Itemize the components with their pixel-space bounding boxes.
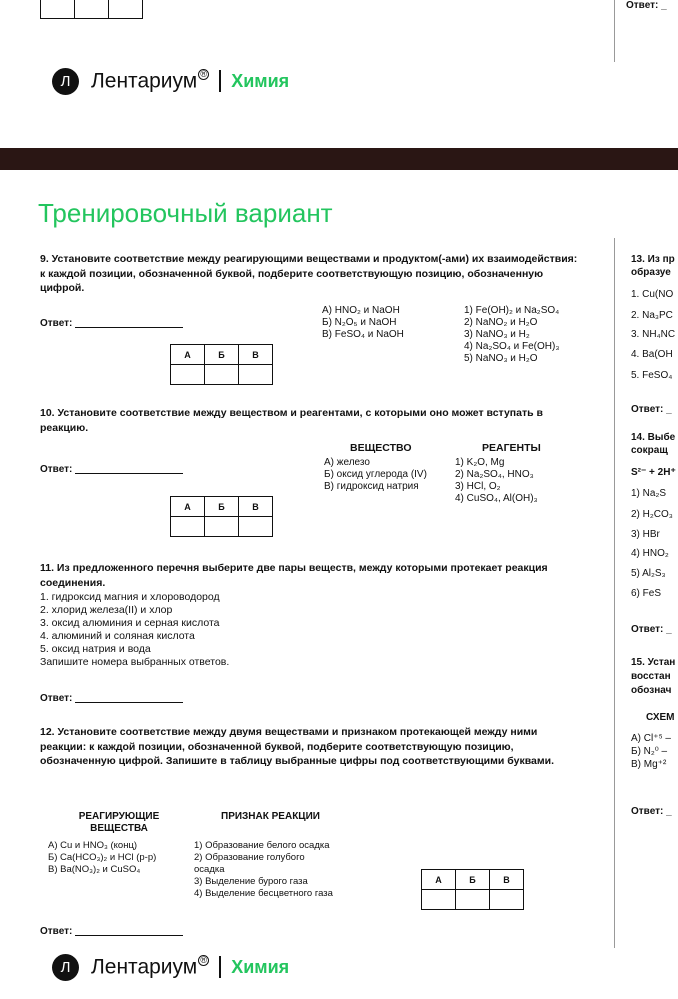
prev-answer-grid xyxy=(40,0,143,19)
page-break-band xyxy=(0,148,678,170)
question-15-column-head: СХЕМ xyxy=(646,712,675,723)
grid-cell-a[interactable] xyxy=(422,890,456,910)
answer-10: Ответ: xyxy=(40,464,183,475)
grid-header-c: В xyxy=(239,345,273,365)
answer-10-line[interactable] xyxy=(75,473,183,474)
grid-cell-a[interactable] xyxy=(171,365,205,385)
list-item: 5) NaNO₃ и H₂O xyxy=(464,353,538,364)
question-12-col-left: РЕАГИРУЮЩИЕ ВЕЩЕСТВА xyxy=(78,811,160,834)
page-title: Тренировочный вариант xyxy=(38,198,333,228)
grid-cell-b[interactable] xyxy=(205,517,239,537)
question-14-equation: S²⁻ + 2H⁺ xyxy=(631,467,676,478)
prev-column-divider xyxy=(614,0,615,62)
question-14-item: 3) HBr xyxy=(631,529,660,540)
list-item: 1) K₂O, Mg xyxy=(455,457,505,468)
question-13-item: 5. FeSO₄ xyxy=(631,370,673,381)
question-10-text: 10. Установите соответствие между веществом и реагентами, с которыми оно может вступать в реакцию. xyxy=(40,407,543,434)
answer-14-label: Ответ: _ xyxy=(631,624,672,635)
answer-12-line[interactable] xyxy=(75,935,183,936)
question-15-text-line2: восстан xyxy=(631,671,671,682)
list-item: В) FeSO₄ и NaOH xyxy=(322,329,404,340)
grid-cell-b[interactable] xyxy=(456,890,490,910)
list-item: 2. хлорид железа(II) и хлор xyxy=(40,604,173,616)
grid-cell-c[interactable] xyxy=(239,517,273,537)
list-item: 1) Образование белого осадка xyxy=(194,840,330,851)
question-14-item: 6) FeS xyxy=(631,588,662,599)
question-10-right-list xyxy=(455,457,538,505)
question-13-text-line2: образуе xyxy=(631,267,671,278)
grid-header-c: В xyxy=(490,870,524,890)
list-item: 4. алюминий и соляная кислота xyxy=(40,630,195,642)
logo-letter: Л xyxy=(52,68,79,95)
answer-10-grid xyxy=(170,496,273,537)
answer-11-line[interactable] xyxy=(75,702,183,703)
list-item: А) Cu и HNO₃ (конц) xyxy=(48,840,138,851)
logo-separator xyxy=(219,956,221,978)
grid-cell-b[interactable] xyxy=(205,365,239,385)
grid-header-a: А xyxy=(171,497,205,517)
answer-15-label: Ответ: _ xyxy=(631,806,672,817)
answer-12: Ответ: xyxy=(40,926,183,937)
question-14-item: 4) HNO₂ xyxy=(631,548,669,559)
list-item: А) железо xyxy=(324,457,370,468)
registered-mark: ® xyxy=(198,69,209,80)
question-14-text-line1: 14. Выбе xyxy=(631,432,676,443)
grid-header-c: В xyxy=(239,497,273,517)
list-item: 3) NaNO₃ и H₂ xyxy=(464,329,530,340)
list-item: В) гидроксид натрия xyxy=(324,481,419,492)
answer-9-line[interactable] xyxy=(75,327,183,328)
question-15-text-line3: обознач xyxy=(631,685,672,696)
answer-9: Ответ: xyxy=(40,318,183,329)
question-15-item: Б) N₂⁰ – xyxy=(631,746,668,757)
logo-bottom xyxy=(52,953,289,981)
question-12-left-list xyxy=(48,840,156,876)
grid-cell-c[interactable] xyxy=(239,365,273,385)
question-15-text-line1: 15. Устан xyxy=(631,657,676,668)
grid-cell-c[interactable] xyxy=(490,890,524,910)
question-12-right-list xyxy=(194,840,333,900)
question-13-item: 2. Na₃PC xyxy=(631,310,673,321)
question-11-text: 11. Из предложенного перечня выберите две пары веществ, между которыми протекает реакция соединения. xyxy=(40,562,548,589)
logo-separator xyxy=(219,70,221,92)
question-13-text-line1: 13. Из пр xyxy=(631,254,675,265)
list-item: осадка xyxy=(194,864,225,875)
list-item: 4) CuSO₄, Al(OH)₃ xyxy=(455,493,538,504)
logo-subject: Химия xyxy=(231,70,290,91)
list-item: В) Ba(NO₃)₂ и CuSO₄ xyxy=(48,864,141,875)
question-10-col-left: ВЕЩЕСТВО xyxy=(350,442,412,454)
answer-12-grid xyxy=(421,869,524,910)
question-11-items xyxy=(40,591,229,669)
list-item: 2) Na₂SO₄, HNO₃ xyxy=(455,469,534,480)
question-10-left-list xyxy=(324,457,427,493)
list-item: 1) Fe(OH)₂ и Na₂SO₄ xyxy=(464,305,560,316)
logo-top xyxy=(52,67,289,95)
prev-answer-label: Ответ: _ xyxy=(626,0,667,11)
logo-brand: Лентариум ® xyxy=(91,955,209,980)
question-14-item: 5) Al₂S₃ xyxy=(631,568,666,579)
question-12-text: 12. Установите соответствие между двумя веществами и признаком протекающей между ними реакции: к каждой позиции, обозначенной буквой, подберите соответствующую позицию, обозначенную цифрой. Запишите в таблицу выбранные цифры под соответствующими буквами. xyxy=(40,726,555,767)
question-15-item: А) Cl⁺⁵ – xyxy=(631,733,671,744)
grid-cell-a[interactable] xyxy=(171,517,205,537)
list-item: 3. оксид алюминия и серная кислота xyxy=(40,617,220,629)
question-12-col-right: ПРИЗНАК РЕАКЦИИ xyxy=(221,811,320,822)
grid-header-b: Б xyxy=(205,497,239,517)
list-item: Б) N₂O₅ и NaOH xyxy=(322,317,397,328)
list-item: 1. гидроксид магния и хлороводород xyxy=(40,591,220,603)
question-14-item: 1) Na₂S xyxy=(631,488,667,499)
registered-mark: ® xyxy=(198,955,209,966)
list-item: Б) Ca(HCO₃)₂ и HCl (р-р) xyxy=(48,852,157,863)
list-item: 3) HCl, O₂ xyxy=(455,481,501,492)
logo-subject: Химия xyxy=(231,956,290,977)
question-14-text-line2: сокращ xyxy=(631,445,668,456)
list-item: Б) оксид углерода (IV) xyxy=(324,469,427,480)
question-15-item: В) Mg⁺² xyxy=(631,759,667,770)
list-item: 5. оксид натрия и вода xyxy=(40,643,151,655)
logo-brand: Лентариум ® xyxy=(91,69,209,94)
question-10-col-right: РЕАГЕНТЫ xyxy=(482,442,541,454)
question-14-item: 2) H₂CO₃ xyxy=(631,509,673,520)
answer-9-grid xyxy=(170,344,273,385)
list-item: 3) Выделение бурого газа xyxy=(194,876,308,887)
list-item: 4) Na₂SO₄ и Fe(OH)₃ xyxy=(464,341,560,352)
question-13-item: 1. Cu(NO xyxy=(631,289,674,300)
question-9-text: 9. Установите соответствие между реагирующими веществами и продуктом(-ами) их взаимодействия: к каждой позиции, обозначенной буквой, подберите соответствующую позицию, обозначенную цифрой. xyxy=(40,253,578,294)
list-item: 2) NaNO₂ и H₂O xyxy=(464,317,538,328)
list-item: Запишите номера выбранных ответов. xyxy=(40,656,230,668)
answer-13-label: Ответ: _ xyxy=(631,404,672,415)
question-9-right-list xyxy=(464,305,559,365)
grid-header-a: А xyxy=(422,870,456,890)
grid-header-b: Б xyxy=(205,345,239,365)
answer-11: Ответ: xyxy=(40,693,183,704)
logo-letter: Л xyxy=(52,954,79,981)
question-13-item: 3. NH₄NC xyxy=(631,329,676,340)
grid-header-a: А xyxy=(171,345,205,365)
list-item: А) HNO₂ и NaOH xyxy=(322,305,400,316)
list-item: 2) Образование голубого xyxy=(194,852,305,863)
question-13-item: 4. Ba(OH xyxy=(631,349,673,360)
column-divider xyxy=(614,238,615,948)
list-item: 4) Выделение бесцветного газа xyxy=(194,888,333,899)
question-9-left-list xyxy=(322,305,404,341)
grid-header-b: Б xyxy=(456,870,490,890)
